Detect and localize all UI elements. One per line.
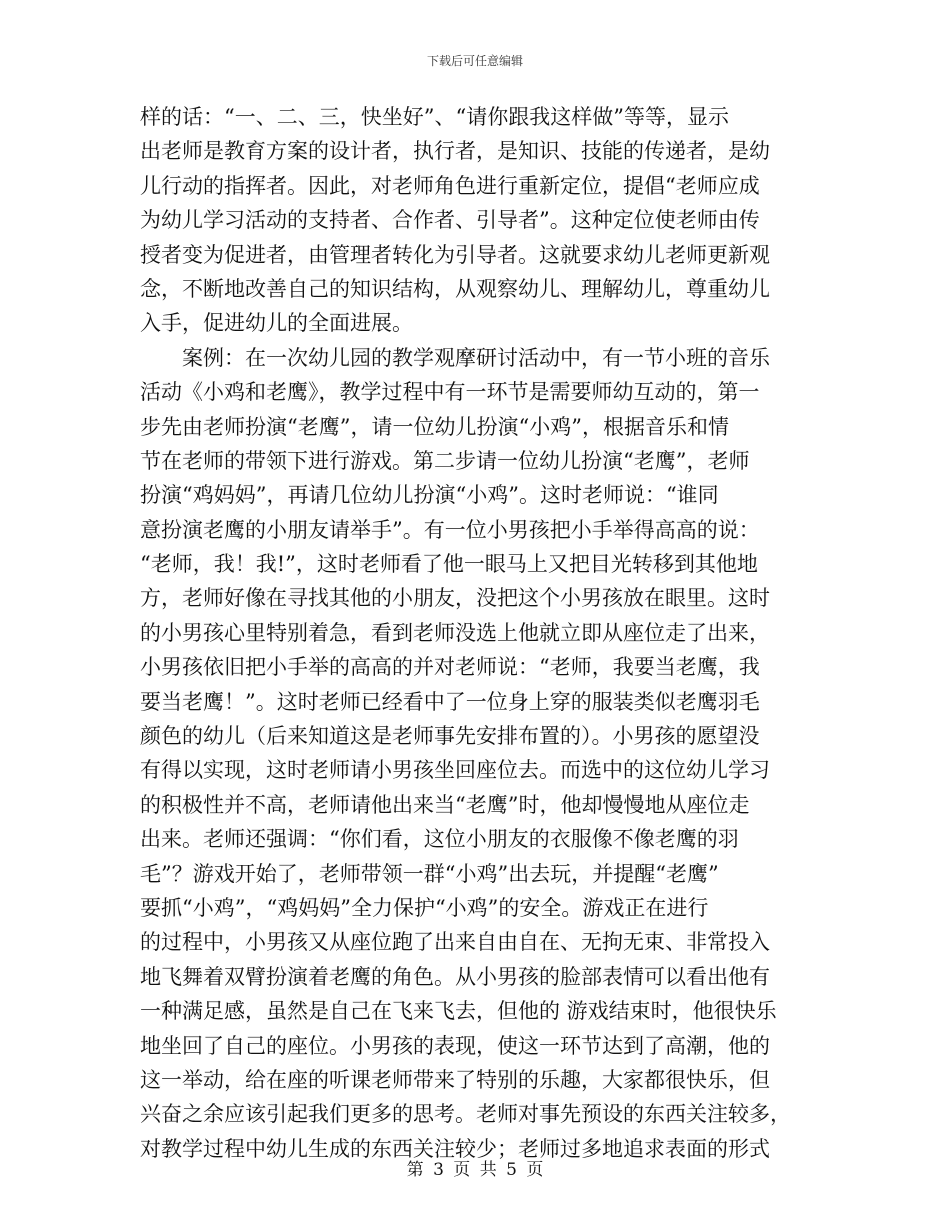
text-line: 节在老师的带领下进行游戏。第二步请一位幼儿扮演“老鹰”，老师 bbox=[140, 448, 750, 473]
text-line: 毛”？游戏开始了，老师带领一群“小鸡”出去玩，并提醒“老鹰” bbox=[140, 861, 719, 886]
paragraph-2 bbox=[140, 341, 820, 1166]
page-header: 下载后可任意编辑 bbox=[426, 54, 523, 68]
paragraph-1 bbox=[140, 100, 820, 341]
text-line: 案例：在一次幼儿园的教学观摩研讨活动中，有一节小班的音乐 bbox=[140, 345, 770, 370]
text-line: 的积极性并不高，老师请他出来当“老鹰”时，他却慢慢地从座位走 bbox=[140, 792, 750, 817]
text-line: 活动《小鸡和老鹰》，教学过程中有一环节是需要师幼互动的，第一 bbox=[140, 380, 760, 405]
text-line: 入手，促进幼儿的全面进展。 bbox=[140, 311, 413, 336]
text-line: 扮演“鸡妈妈”，再请几位幼儿扮演“小鸡”。这时老师说：“谁同 bbox=[140, 483, 719, 508]
text-line: 颜色的幼儿（后来知道这是老师事先安排布置的）。小男孩的愿望没 bbox=[140, 724, 760, 749]
text-line: 这一举动，给在座的听课老师带来了特别的乐趣，大家都很快乐，但 bbox=[140, 1067, 770, 1092]
text-line: 的过程中，小男孩又从座位跑了出来自由自在、无拘无束、非常投入 bbox=[140, 930, 770, 955]
document-body bbox=[140, 100, 820, 1166]
text-line: 一种满足感，虽然是自己在飞来飞去，但他的 游戏结束时，他很快乐 bbox=[140, 999, 777, 1024]
page-number-footer: 第 3 页 共 5 页 bbox=[406, 1160, 544, 1180]
text-line: 要抓“小鸡”，“鸡妈妈”全力保护“小鸡”的安全。游戏正在进行 bbox=[140, 895, 709, 920]
text-line: 儿行动的指挥者。因此，对老师角色进行重新定位，提倡“老师应成 bbox=[140, 173, 760, 198]
text-line: 小男孩依旧把小手举的高高的并对老师说：“老师，我要当老鹰，我 bbox=[140, 655, 760, 680]
text-line: 方，老师好像在寻找其他的小朋友，没把这个小男孩放在眼里。这时 bbox=[140, 586, 770, 611]
text-line: 念，不断地改善自己的知识结构，从观察幼儿、理解幼儿，尊重幼儿 bbox=[140, 276, 770, 301]
text-line: 样的话：“一、二、三，快坐好”、“请你跟我这样做”等等，显示 bbox=[140, 105, 729, 129]
text-line: 出来。老师还强调：“你们看，这位小朋友的衣服像不像老鹰的羽 bbox=[140, 827, 739, 852]
text-line: 地坐回了自己的座位。小男孩的表现，使这一环节达到了高潮，他的 bbox=[140, 1033, 770, 1058]
text-line: 为幼儿学习活动的支持者、合作者、引导者”。这种定位使老师由传 bbox=[140, 208, 760, 233]
text-line: 要当老鹰！”。这时老师已经看中了一位身上穿的服装类似老鹰羽毛 bbox=[140, 689, 760, 714]
text-line: 对教学过程中幼儿生成的东西关注较少；老师过多地追求表面的形式 bbox=[140, 1136, 770, 1161]
text-line: 意扮演老鹰的小朋友请举手”。有一位小男孩把小手举得高高的说： bbox=[140, 517, 760, 542]
text-line: 兴奋之余应该引起我们更多的思考。老师对事先预设的东西关注较多， bbox=[140, 1102, 791, 1127]
text-line: 步先由老师扮演“老鹰”，请一位幼儿扮演“小鸡”，根据音乐和情 bbox=[140, 414, 729, 439]
text-line: 地飞舞着双臂扮演着老鹰的角色。从小男孩的脸部表情可以看出他有 bbox=[140, 964, 770, 989]
text-line: 有得以实现，这时老师请小男孩坐回座位去。而选中的这位幼儿学习 bbox=[140, 758, 770, 783]
text-line: “老师，我！我!”，这时老师看了他一眼马上又把目光转移到其他地 bbox=[140, 552, 758, 577]
text-line: 授者变为促进者，由管理者转化为引导者。这就要求幼儿老师更新观 bbox=[140, 242, 770, 267]
text-line: 出老师是教育方案的设计者，执行者，是知识、技能的传递者，是幼 bbox=[140, 139, 770, 164]
text-line: 的小男孩心里特别着急，看到老师没选上他就立即从座位走了出来， bbox=[140, 620, 770, 645]
